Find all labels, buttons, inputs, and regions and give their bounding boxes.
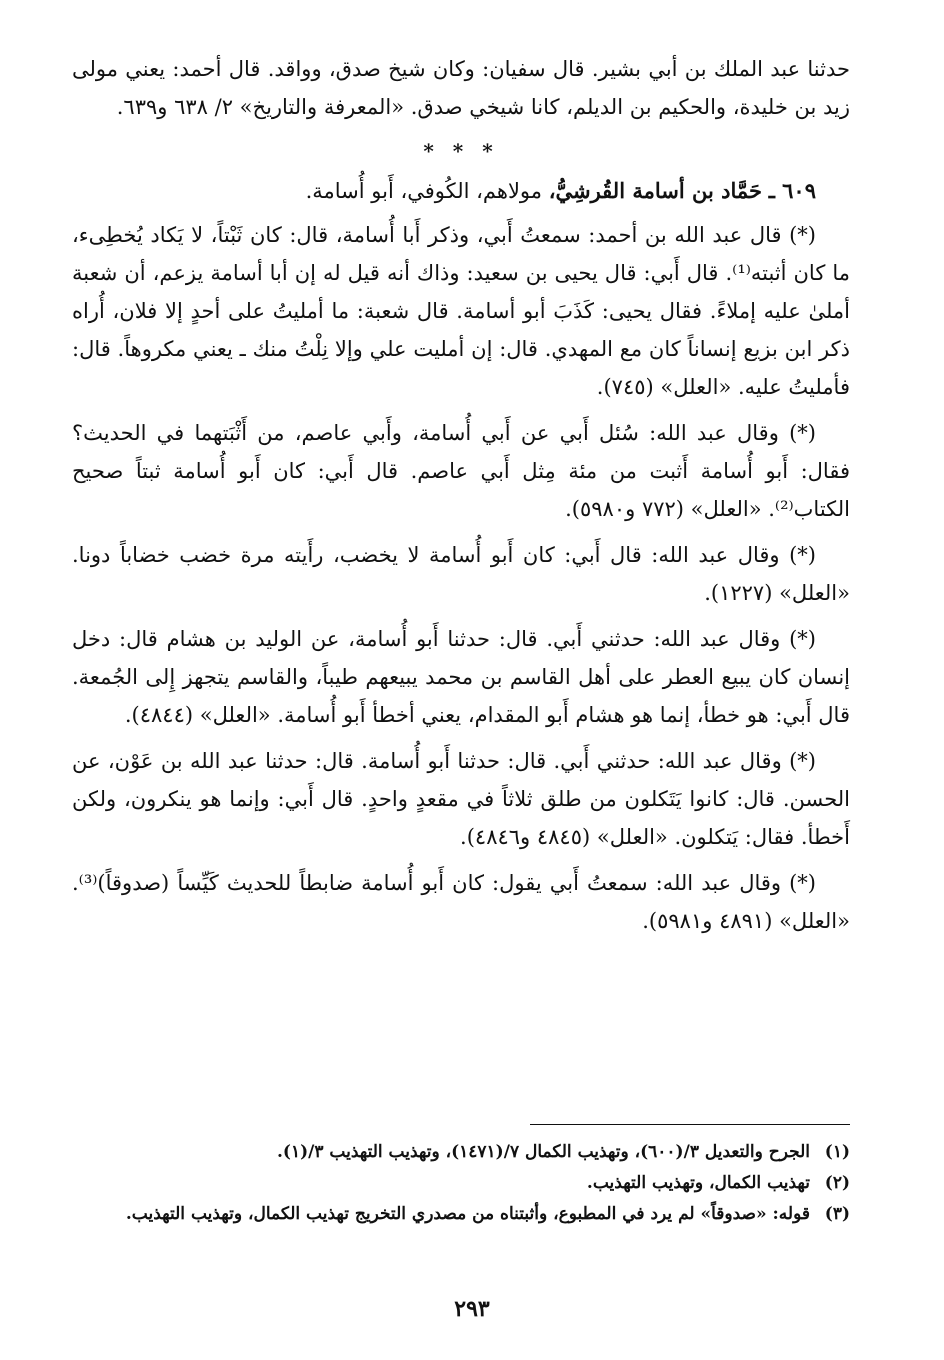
entry-name: حَمَّاد بن أسامة القُرشِيُّ، — [548, 178, 762, 203]
paragraph: (*) وقال عبد الله: سمعتُ أَبي يقول: كان أَبو أُسامة ضابطاً للحديث كَيِّساً (صدوقاً)⁽³⁾. «العلل» (٤٨٩١ و٥٩٨١). — [72, 871, 850, 933]
page-number: ٢٩٣ — [454, 1296, 490, 1322]
entry-number: ٦٠٩ ـ — [768, 178, 816, 203]
footnote-number: (٣) — [824, 1204, 850, 1224]
paragraph: (*) وقال عبد الله: حدثني أَبي. قال: حدثنا أَبو أُسامة. قال: حدثنا عبد الله بن عَوْن، عن الحسن. قال: كانوا يَتَكلون من طلق ثلاثاً في مقعدٍ واحدٍ. قال أَبي: وإنما هو ينكرون، ولكن أَخطأ. فقال: يَتكلون. «العلل» (٤٨٤٥ و٤٨٤٦). — [72, 749, 850, 849]
footnote-number: (٢) — [824, 1173, 850, 1193]
paragraph: (*) وقال عبد الله: حدثني أَبي. قال: حدثنا أَبو أُسامة، عن الوليد بن هشام قال: دخل إنسان كان يبيع العطر على أهل القاسم بن محمد يبيعهم طيباً، والقاسم يتجهز إِلى الجُمعة. قال أَبي: هو خطأ، إنما هو هشام أَبو المقدام، يعني أخطأ أَبو أُسامة. «العلل» (٤٨٤٤). — [72, 627, 850, 727]
footnote-divider — [530, 1124, 850, 1125]
footnote-text: قوله: «صدوقاً» لم يرد في المطبوع، وأثبتناه من مصدري التخريج تهذيب الكمال، وتهذيب التهذيب. — [125, 1204, 810, 1224]
footnote — [72, 1200, 850, 1228]
entry-description: مولاهم، الكُوفي، أَبو أُسامة. — [305, 179, 549, 203]
footnotes — [72, 1138, 850, 1231]
footnote — [72, 1138, 850, 1166]
section-separator: * * * — [423, 139, 499, 163]
main-text — [72, 50, 850, 948]
entry-heading — [72, 172, 850, 210]
footnote-number: (١) — [824, 1142, 850, 1162]
paragraph: (*) وقال عبد الله: قال أَبي: كان أَبو أُسامة لا يخضب، رأَيته مرة خضب خضاباً دونا. «العلل» (١٢٢٧). — [72, 543, 850, 605]
footnote — [72, 1169, 850, 1197]
footnote-text: الجرح والتعديل ٣/(٦٠٠)، وتهذيب الكمال ٧/(١٤٧١)، وتهذيب التهذيب ٣/(١). — [276, 1142, 810, 1162]
intro-paragraph: حدثنا عبد الملك بن أبي بشير. قال سفيان: وكان شيخ صدق، وواقد. قال أحمد: يعني مولى زيد بن خليدة، والحكيم بن الديلم، كانا شيخي صدق. «المعرفة والتاريخ» ٢/ ٦٣٨ و٦٣٩. — [72, 57, 850, 119]
footnote-text: تهذيب الكمال، وتهذيب التهذيب. — [586, 1173, 810, 1193]
paragraph: (*) قال عبد الله بن أحمد: سمعتُ أَبي، وذكر أَبا أُسامة، قال: كان ثَبْتاً، لا يَكاد يُخطِىء، ما كان أثبته⁽¹⁾. قال أَبي: قال يحيى بن سعيد: وذاك أنه قيل له إن أبا أسامة يزعم، أن شعبة أملىٰ عليه إملاءً. فقال يحيى: كَذَبَ أبو أسامة. قال شعبة: ما أمليتُ على أحدٍ إلا فلان، أُراه ذكر ابن بزيع إنساناً كان مع المهدي. قال: إن أمليت علي وإلا نِلْتُ منك ـ يعني مكروهاً. قال: فأمليتُ عليه. «العلل» (٧٤٥). — [72, 223, 850, 399]
paragraph: (*) وقال عبد الله: سُئل أَبي عن أَبي أُسامة، وأَبي عاصم، من أَثْبَتهما في الحديث؟ فقال: أَبو أُسامة أَثبت من مئة مِثل أَبي عاصم. قال أَبي: كان أَبو أُسامة ثبتاً صحيح الكتاب⁽²⁾. «العلل» (٧٧٢ و٥٩٨٠). — [72, 421, 850, 521]
